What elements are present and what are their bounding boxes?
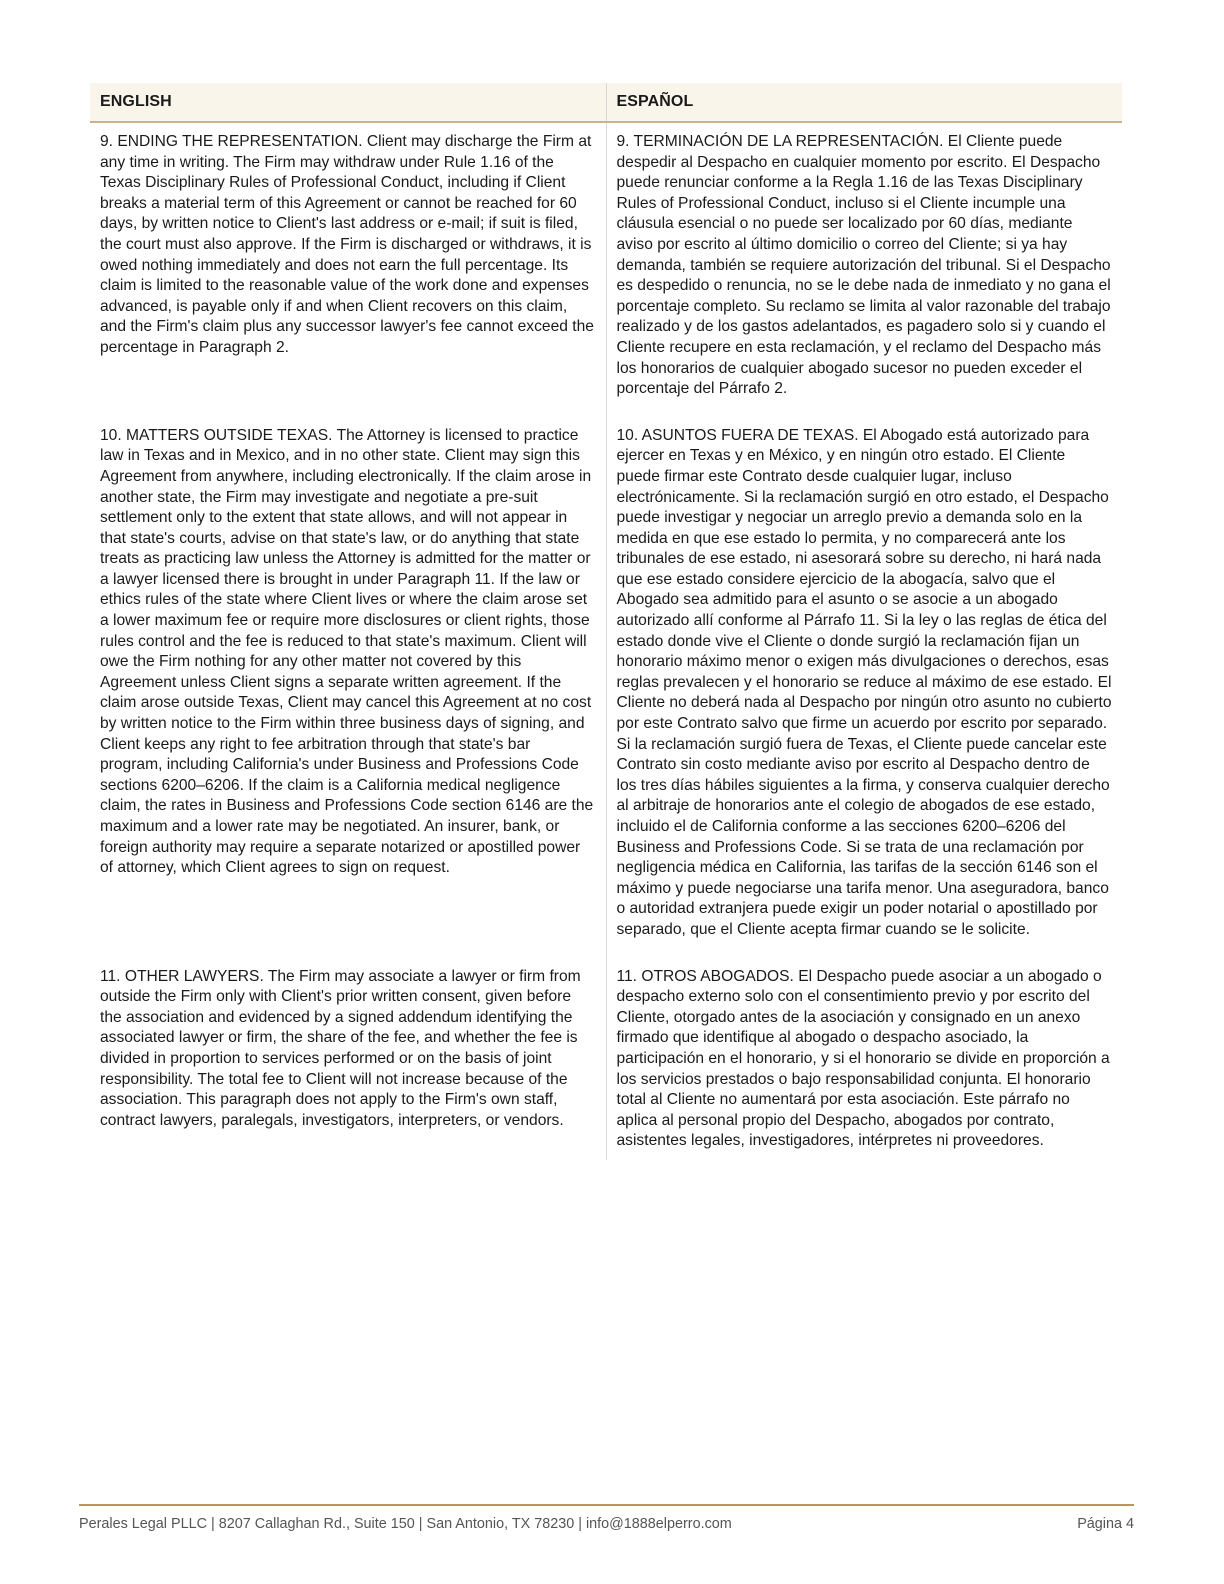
clause-11-english: 11. OTHER LAWYERS. The Firm may associate a lawyer or firm from outside the Firm only with Client's prior written consent, given before the association and evidenced by a signed addendum identifying the associated lawyer or firm, the share of the fee, and whether the fee is divided in proportion to services performed or on the basis of joint responsibility. The total fee to Client will not increase because of the association. This paragraph does not apply to the Firm's own staff, contract lawyers, paralegals, investigators, interpreters, or vendors. [90, 959, 606, 1160]
column-header-english: ENGLISH [90, 83, 606, 122]
page-number: Página 4 [1077, 1516, 1134, 1532]
header-row [90, 83, 1122, 122]
column-header-spanish: ESPAÑOL [606, 83, 1122, 122]
table-row [90, 418, 1122, 959]
bilingual-clauses-table [90, 83, 1122, 1160]
clause-10-english: 10. MATTERS OUTSIDE TEXAS. The Attorney is licensed to practice law in Texas and in Mexico, and in no other state. Client may sign this Agreement from anywhere, including electronically. If the claim arose in another state, the Firm may investigate and negotiate a pre-suit settlement only to the extent that state allows, and will not appear in that state's courts, advise on that state's law, or do anything that state treats as practicing law unless the Attorney is admitted for the matter or a lawyer licensed there is brought in under Paragraph 11. If the law or ethics rules of the state where Client lives or where the claim arose set a lower maximum fee or require more disclosures or client rights, those rules control and the fee is reduced to that state's maximum. Client will owe the Firm nothing for any other matter not covered by this Agreement unless Client signs a separate written agreement. If the claim arose outside Texas, Client may cancel this Agreement at no cost by written notice to the Firm within three business days of signing, and Client keeps any right to fee arbitration through that state's bar program, including California's under Business and Professions Code sections 6200–6206. If the claim is a California medical negligence claim, the rates in Business and Professions Code section 6146 are the maximum and a lower rate may be negotiated. An insurer, bank, or foreign authority may require a separate notarized or apostilled power of attorney, which Client agrees to sign on request. [90, 418, 606, 959]
clause-10-spanish: 10. ASUNTOS FUERA DE TEXAS. El Abogado está autorizado para ejercer en Texas y en México, y en ningún otro estado. El Cliente puede firmar este Contrato desde cualquier lugar, incluso electrónicamente. Si la reclamación surgió en otro estado, el Despacho puede investigar y negociar un arreglo previo a demanda solo en la medida en que ese estado lo permita, y no comparecerá ante los tribunales de ese estado, ni asesorará sobre su derecho, ni hará nada que ese estado considere ejercicio de la abogacía, salvo que el Abogado sea admitido para el asunto o se asocie a un abogado autorizado allí conforme al Párrafo 11. Si la ley o las reglas de ética del estado donde vive el Cliente o donde surgió la reclamación fijan un honorario máximo menor o exigen más divulgaciones o derechos, esas reglas prevalecen y el honorario se reduce al máximo de ese estado. El Cliente no deberá nada al Despacho por ningún otro asunto no cubierto por este Contrato salvo que firme un acuerdo por escrito por separado. Si la reclamación surgió fuera de Texas, el Cliente puede cancelar este Contrato sin costo mediante aviso por escrito al Despacho dentro de los tres días hábiles siguientes a la firma, y conserva cualquier derecho al arbitraje de honorarios ante el colegio de abogados de ese estado, incluido el de California conforme a las secciones 6200–6206 del Business and Professions Code. Si se trata de una reclamación por negligencia médica en California, las tarifas de la sección 6146 son el máximo y puede negociarse una tarifa menor. Una aseguradora, banco o autoridad extranjera puede exigir un poder notarial o apostillado por separado, que el Cliente acepta firmar cuando se le solicite. [616, 426, 1112, 938]
table-row [90, 959, 1122, 1160]
table-body [90, 122, 1122, 1160]
clause-9-english: 9. ENDING THE REPRESENTATION. Client may discharge the Firm at any time in writing. The Firm may withdraw under Rule 1.16 of the Texas Disciplinary Rules of Professional Conduct, including if Client breaks a material term of this Agreement or cannot be reached for 60 days, by written notice to Client's last address or e-mail; if suit is filed, the court must also approve. If the Firm is discharged or withdraws, it is owed nothing immediately and does not earn the full percentage. Its claim is limited to the reasonable value of the work done and expenses advanced, is payable only if and when Client recovers on this claim, and the Firm's claim plus any successor lawyer's fee cannot exceed the percentage in Paragraph 2. [90, 122, 606, 418]
footer-divider [79, 1504, 1134, 1506]
table-row [90, 122, 1122, 418]
clause-11-spanish: 11. OTROS ABOGADOS. El Despacho puede asociar a un abogado o despacho externo solo con el consentimiento previo y por escrito del Cliente, otorgado antes de la asociación y consignado en un anexo firmado que identifique al abogado o despacho asociado, la participación en el honorario, y si el honorario se divide en proporción a los servicios prestados o bajo responsabilidad conjunta. El honorario total al Cliente no aumentará por esta asociación. Este párrafo no aplica al personal propio del Despacho, abogados por contrato, asistentes legales, investigadores, intérpretes ni proveedores. [616, 967, 1110, 1150]
footer-contact-info: Perales Legal PLLC | 8207 Callaghan Rd., Suite 150 | San Antonio, TX 78230 | info@1888elperro.com [79, 1516, 732, 1532]
clause-9-spanish: 9. TERMINACIÓN DE LA REPRESENTACIÓN. El Cliente puede despedir al Despacho en cualquier momento por escrito. El Despacho puede renunciar conforme a la Regla 1.16 de las Texas Disciplinary Rules of Professional Conduct, incluso si el Cliente incumple una cláusula esencial o no puede ser localizado por 60 días, mediante aviso por escrito al último domicilio o correo del Cliente; si ya hay demanda, también se requiere autorización del tribunal. Si el Despacho es despedido o renuncia, no se le debe nada de inmediato y no gana el porcentaje completo. Su reclamo se limita al valor razonable del trabajo realizado y de los gastos adelantados, es pagadero solo si y cuando el Cliente recupere en esta reclamación, y el reclamo del Despacho más los honorarios de cualquier abogado sucesor no pueden exceder el porcentaje del Párrafo 2. [616, 133, 1111, 398]
table-header [90, 83, 1122, 122]
